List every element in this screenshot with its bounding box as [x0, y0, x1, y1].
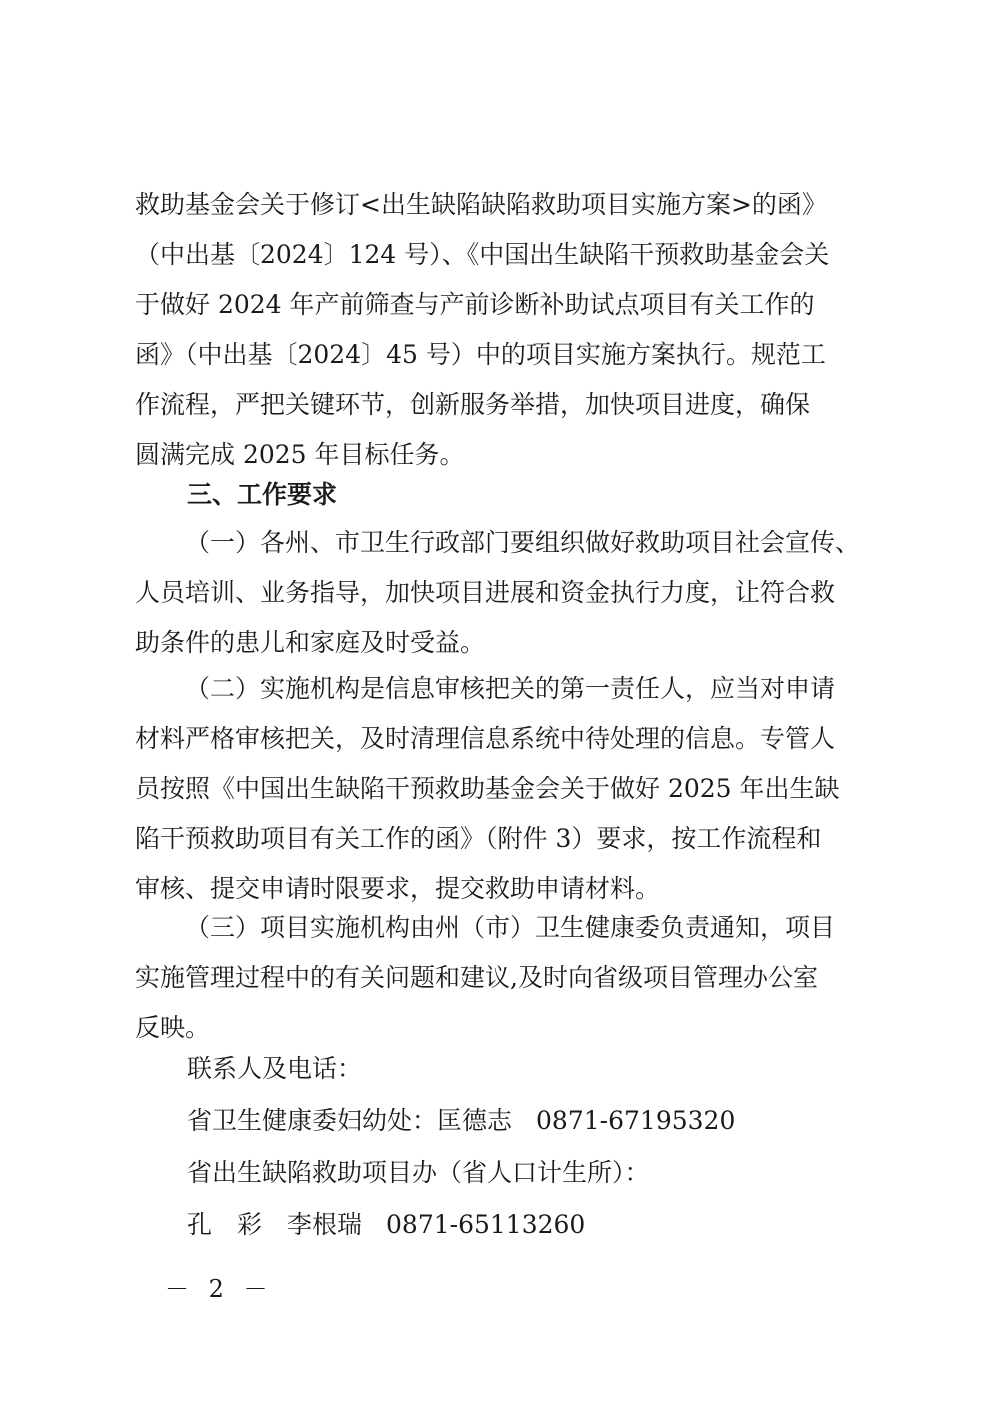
paragraph-line: 员按照《中国出生缺陷干预救助基金会关于做好 2025 年出生缺: [135, 774, 840, 803]
intro-line: 作流程，严把关键环节，创新服务举措，加快项目进度，确保: [135, 390, 811, 419]
contact-phone: 0871-67195320: [536, 1106, 736, 1135]
requirement-paragraph-1: [135, 518, 865, 668]
intro-paragraph: [135, 180, 865, 480]
contact-project-office: 省出生缺陷救助项目办（省人口计生所）：: [187, 1158, 650, 1187]
intro-line: 圆满完成 2025 年目标任务。: [135, 440, 465, 469]
paragraph-line: 审核、提交申请时限要求，提交救助申请材料。: [135, 874, 661, 903]
contact-project-people: [187, 1199, 735, 1251]
section-heading: 三、工作要求: [187, 480, 338, 509]
contact-names: 孔 彩 李根瑞: [187, 1210, 363, 1239]
contact-label: 联系人及电话：: [187, 1054, 363, 1083]
paragraph-line: 陷干预救助项目有关工作的函》（附件 3）要求，按工作流程和: [135, 824, 822, 853]
intro-line: （中出基〔2024〕124 号）、《中国出生缺陷干预救助基金会关: [135, 240, 830, 269]
requirement-paragraph-3: [135, 903, 865, 1053]
paragraph-line: 实施管理过程中的有关问题和建议,及时向省级项目管理办公室: [135, 963, 818, 992]
paragraph-line: 反映。: [135, 1013, 211, 1042]
contact-org: 省卫生健康委妇幼处：: [187, 1106, 438, 1135]
contact-name: 匡德志: [437, 1106, 513, 1135]
intro-line: 于做好 2024 年产前筛查与产前诊断补助试点项目有关工作的: [135, 290, 815, 319]
paragraph-line: 材料严格审核把关，及时清理信息系统中待处理的信息。专管人: [135, 724, 836, 753]
contact-health-commission: [187, 1095, 735, 1147]
contact-phone: 0871-65113260: [386, 1210, 586, 1239]
paragraph-line: （二）实施机构是信息审核把关的第一责任人，应当对申请: [185, 674, 836, 703]
requirement-paragraph-2: [135, 664, 865, 914]
paragraph-line: （一）各州、市卫生行政部门要组织做好救助项目社会宣传、: [185, 528, 861, 557]
page-number: － 2 －: [165, 1275, 274, 1303]
paragraph-line: （三）项目实施机构由州（市）卫生健康委负责通知，项目: [185, 913, 836, 942]
paragraph-line: 助条件的患儿和家庭及时受益。: [135, 628, 486, 657]
paragraph-line: 人员培训、业务指导，加快项目进展和资金执行力度，让符合救: [135, 578, 836, 607]
contact-info: [187, 1043, 735, 1251]
intro-line: 函》（中出基〔2024〕45 号）中的项目实施方案执行。规范工: [135, 340, 826, 369]
intro-line: 救助基金会关于修订<出生缺陷缺陷救助项目实施方案>的函》: [135, 190, 827, 219]
